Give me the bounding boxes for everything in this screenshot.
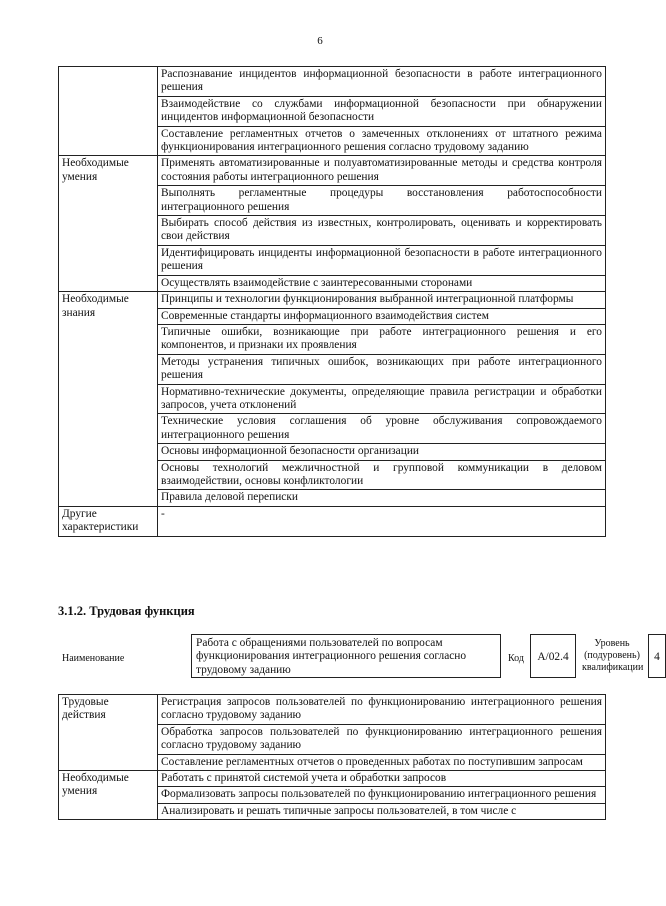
function-header <box>58 634 660 680</box>
item-cell: Формализовать запросы пользователей по функционированию интеграционного решения <box>158 787 606 803</box>
level-label: Уровень (подуровень) квалификации <box>582 638 644 673</box>
table-row <box>59 695 606 725</box>
item-cell: Распознавание инцидентов информационной безопасности в работе интеграционного решения <box>158 67 606 97</box>
item-cell: Принципы и технологии функционирования выбранной интеграционной платформы <box>158 292 606 308</box>
table-row <box>59 67 606 97</box>
item-cell: Современные стандарты информационного взаимодействия систем <box>158 308 606 324</box>
function-name-box: Работа с обращениями пользователей по вопросам функционирования интеграционного решения согласно трудовому заданию <box>191 634 501 678</box>
item-cell: Взаимодействие со службами информационной безопасности при обнаружении инцидентов информационной безопасности <box>158 96 606 126</box>
item-cell: Основы информационной безопасности организации <box>158 444 606 460</box>
item-cell: Технические условия соглашения об уровне обслуживания сопровождаемого интеграционного решения <box>158 414 606 444</box>
category-cell: Необходимые знания <box>59 292 158 507</box>
item-cell: Составление регламентных отчетов о замеченных отклонениях от штатного режима функционирования интеграционного решения согласно трудовому заданию <box>158 126 606 156</box>
page-number: 6 <box>317 35 323 47</box>
category-cell: Другие характеристики <box>59 506 158 536</box>
level-value-box: 4 <box>648 634 666 678</box>
category-cell <box>59 67 158 156</box>
item-cell: Анализировать и решать типичные запросы пользователей, в том числе с <box>158 803 606 819</box>
item-cell: Типичные ошибки, возникающие при работе интеграционного решения и его компонентов, и признаки их проявления <box>158 324 606 354</box>
function-code-box: A/02.4 <box>530 634 576 678</box>
name-label: Наименование <box>62 653 125 664</box>
code-label: Код <box>508 653 524 664</box>
section-title: 3.1.2. Трудовая функция <box>58 604 195 618</box>
item-cell: Правила деловой переписки <box>158 490 606 506</box>
item-cell: - <box>158 506 606 536</box>
item-cell: Регистрация запросов пользователей по функционированию интеграционного решения согласно трудовому заданию <box>158 695 606 725</box>
function-table <box>58 694 606 820</box>
category-cell: Необходимые умения <box>59 771 158 820</box>
table-row <box>59 156 606 186</box>
item-cell: Составление регламентных отчетов о проведенных работах по поступившим запросам <box>158 754 606 770</box>
item-cell: Выполнять регламентные процедуры восстановления работоспособности интеграционного решения <box>158 186 606 216</box>
table-row <box>59 292 606 308</box>
competency-table <box>58 66 606 537</box>
item-cell: Работать с принятой системой учета и обработки запросов <box>158 771 606 787</box>
item-cell: Основы технологий межличностной и групповой коммуникации в деловом взаимодействии, основы конфликтологии <box>158 460 606 490</box>
item-cell: Обработка запросов пользователей по функционированию интеграционного решения согласно трудовому заданию <box>158 724 606 754</box>
item-cell: Идентифицировать инциденты информационной безопасности в работе интеграционного решения <box>158 245 606 275</box>
item-cell: Нормативно-технические документы, определяющие правила регистрации и обработки запросов, учета отклонений <box>158 384 606 414</box>
table-row <box>59 771 606 787</box>
category-cell: Необходимые умения <box>59 156 158 292</box>
category-cell: Трудовые действия <box>59 695 158 771</box>
item-cell: Осуществлять взаимодействие с заинтересованными сторонами <box>158 275 606 291</box>
item-cell: Методы устранения типичных ошибок, возникающих при работе интеграционного решения <box>158 354 606 384</box>
item-cell: Применять автоматизированные и полуавтоматизированные методы и средства контроля состояния работы интеграционного решения <box>158 156 606 186</box>
item-cell: Выбирать способ действия из известных, контролировать, оценивать и корректировать свои действия <box>158 216 606 246</box>
table-row <box>59 506 606 536</box>
